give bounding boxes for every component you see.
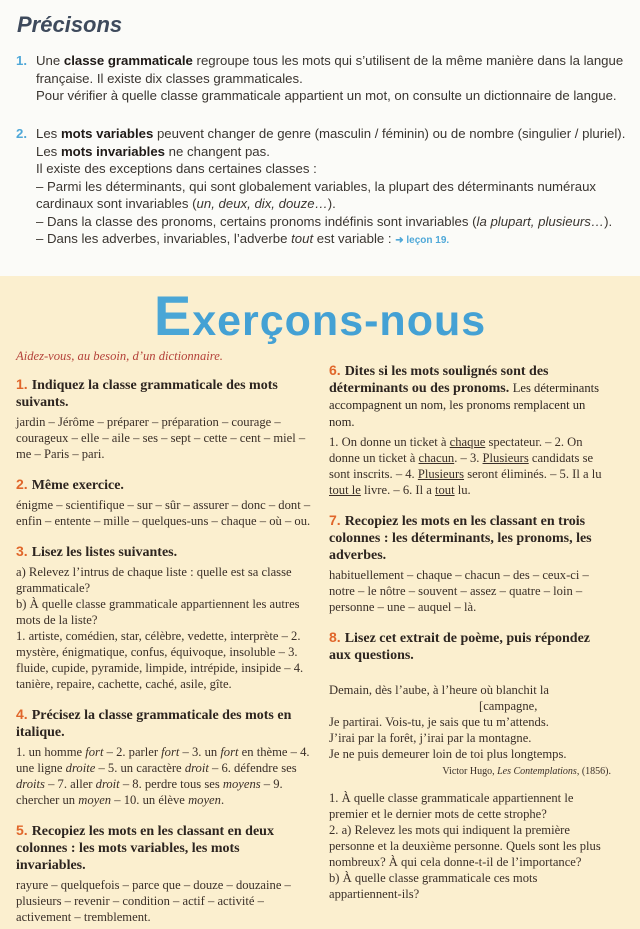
work-title: Les Contemplations bbox=[497, 766, 577, 777]
text: Recopiez les mots en les classant en deux colonnes : les mots variables, les mots invariables. bbox=[16, 824, 274, 873]
text: – Dans les adverbes, invariables, l’adverbe bbox=[36, 231, 292, 246]
text: candidats se sont inscrits. – 4. bbox=[329, 451, 594, 481]
italic-word: droits bbox=[16, 777, 45, 791]
example: tout bbox=[291, 231, 314, 246]
exercise-number: 7. bbox=[329, 512, 341, 528]
point-number: 2. bbox=[16, 126, 27, 141]
title-initial: E bbox=[153, 284, 193, 347]
text: Il existe des exceptions dans certaines classes : bbox=[36, 161, 317, 176]
exercise-3-title bbox=[16, 543, 312, 561]
exercise-number: 8. bbox=[329, 629, 341, 645]
italic-word: fort bbox=[85, 745, 104, 759]
poem-line: J’irai par la forêt, j’irai par la montagne. bbox=[329, 731, 532, 745]
exercise-2-title bbox=[16, 476, 312, 494]
text: ). bbox=[327, 196, 336, 211]
italic-word: moyens bbox=[222, 777, 261, 791]
text: Lisez cet extrait de poème, puis répondez aux questions. bbox=[329, 631, 591, 663]
exercises-right-column bbox=[329, 362, 611, 902]
instruction: Aidez-vous, au besoin, d’un dictionnaire. bbox=[16, 349, 223, 363]
precisons-point-2 bbox=[16, 125, 628, 250]
exercise-number: 5. bbox=[16, 822, 28, 838]
text: Même exercice. bbox=[31, 478, 124, 493]
text: Une bbox=[36, 53, 64, 68]
question-2b: b) À quelle classe grammaticale ces mots appartiennent-ils? bbox=[329, 871, 538, 901]
precisons-point-1 bbox=[16, 52, 628, 105]
year: , (1856). bbox=[576, 766, 611, 777]
italic-word: moyen bbox=[78, 793, 112, 807]
text: – 7. aller bbox=[44, 777, 96, 791]
exercise-8-title bbox=[329, 629, 611, 664]
exercise-number: 2. bbox=[16, 476, 28, 492]
underlined-word: tout bbox=[435, 483, 455, 497]
text: – 6. défendre ses bbox=[208, 761, 297, 775]
text: – 8. perdre tous ses bbox=[119, 777, 223, 791]
exercise-3-b: b) À quelle classe grammaticale appartiennent les autres mots de la liste? bbox=[16, 597, 300, 627]
text: livre. – 6. Il a bbox=[360, 483, 435, 497]
text: lu. bbox=[454, 483, 471, 497]
example: un, deux, dix, douze… bbox=[196, 196, 328, 211]
exercise-number: 1. bbox=[16, 376, 28, 392]
exercise-7-title bbox=[329, 512, 611, 564]
exercise-number: 4. bbox=[16, 706, 28, 722]
text: Précisez la classe grammaticale des mots en italique. bbox=[16, 708, 292, 740]
poem-excerpt bbox=[329, 682, 611, 762]
text: . – 3. bbox=[454, 451, 483, 465]
exercise-5-title bbox=[16, 822, 312, 874]
question-2a: 2. a) Relevez les mots qui indiquent la première personne et la deuxième personne. Quels sont les plus nombreux? À qui cela donne-t-il de l’importance? bbox=[329, 823, 601, 869]
poem-credit bbox=[329, 764, 611, 780]
underlined-word: chacun bbox=[418, 451, 455, 465]
text: – 5. un caractère bbox=[95, 761, 185, 775]
question-1: 1. À quelle classe grammaticale appartiennent le premier et le dernier mots de cette strophe? bbox=[329, 791, 574, 821]
text: – Dans la classe des pronoms, certains pronoms indéfinis sont invariables ( bbox=[36, 213, 477, 229]
section-title-precisons: Précisons bbox=[17, 12, 123, 37]
exercise-6-title bbox=[329, 362, 611, 431]
section-title-exercons bbox=[0, 283, 640, 348]
exercises-left-column bbox=[16, 348, 312, 929]
exercise-3-a: a) Relevez l’intrus de chaque liste : quelle est sa classe grammaticale? bbox=[16, 565, 292, 595]
italic-word: fort bbox=[161, 745, 180, 759]
text: Recopiez les mots en les classant en trois colonnes : les déterminants, les pronoms, les adverbes. bbox=[329, 514, 592, 563]
keyword: classe grammaticale bbox=[63, 53, 193, 68]
text: peuvent changer de genre (masculin / féminin) ou de nombre (singulier / pluriel). Les bbox=[36, 126, 626, 159]
text: Les bbox=[36, 126, 61, 141]
author: Victor Hugo, bbox=[442, 766, 498, 777]
text: ne changent pas. bbox=[165, 143, 270, 159]
text: Indiquez la classe grammaticale des mots suivants. bbox=[16, 378, 278, 410]
exercise-4-body bbox=[16, 744, 312, 808]
point-number: 1. bbox=[16, 53, 27, 68]
exercise-5-body: rayure – quelquefois – parce que – douze – douzaine – plusieurs – revenir – condition – actif – activité – activement – tremblement. bbox=[16, 878, 291, 924]
text: – Parmi les déterminants, qui sont globalement variables, la plupart des déterminants numéraux cardinaux sont invariables ( bbox=[36, 178, 597, 211]
text: – 3. un bbox=[179, 745, 221, 759]
underlined-word: chaque bbox=[449, 435, 486, 449]
text: 1. On donne un ticket à bbox=[329, 435, 450, 449]
underlined-word: Plusieurs bbox=[417, 467, 465, 481]
exercise-7-body: habituellement – chaque – chacun – des – ceux-ci – notre – le nôtre – souvent – assez – quatre – loin – personne – une – auquel – là. bbox=[329, 568, 589, 614]
exercise-1-body: jardin – Jérôme – préparer – préparation – courage – courageux – elle – aile – ses – sept – cette – cent – miel – me – Paris – pari. bbox=[16, 415, 306, 461]
poem-line: [campagne, bbox=[479, 699, 538, 713]
italic-word: fort bbox=[220, 745, 239, 759]
italic-word: moyen bbox=[188, 793, 221, 807]
text: – 10. un élève bbox=[111, 793, 189, 807]
text: regroupe tous les mots qui s’utilisent de la même manière dans la langue française. Il existe dix classes grammaticales. bbox=[36, 53, 624, 86]
text: est variable : bbox=[313, 231, 396, 246]
text: Les déterminants accompagnent un nom, les pronoms remplacent un nom. bbox=[329, 381, 600, 429]
text: ). bbox=[604, 213, 613, 229]
lesson-link[interactable]: ➜ leçon 19. bbox=[395, 235, 450, 246]
text: – 2. parler bbox=[103, 745, 162, 759]
keyword: mots variables bbox=[60, 126, 154, 141]
keyword: mots invariables bbox=[60, 143, 166, 159]
italic-word: droit bbox=[95, 777, 120, 791]
text: Lisez les listes suivantes. bbox=[31, 545, 178, 560]
exercise-number: 6. bbox=[329, 362, 341, 378]
poem-line: Je partirai. Vois-tu, je sais que tu m’attends. bbox=[329, 715, 549, 729]
poem-line: Je ne puis demeurer loin de toi plus longtemps. bbox=[329, 747, 567, 761]
text: en thème – 4. une ligne bbox=[16, 745, 310, 775]
exercise-number: 3. bbox=[16, 543, 28, 559]
italic-word: droite bbox=[65, 761, 96, 775]
text: . bbox=[220, 793, 225, 807]
poem-line: Demain, dès l’aube, à l’heure où blanchit la bbox=[329, 683, 549, 697]
text: – 9. chercher un bbox=[16, 777, 283, 807]
exercise-2-body: énigme – scientifique – sur – sûr – assurer – donc – dont – enfin – entente – mille – quelques-uns – chaque – où – ou. bbox=[16, 498, 311, 528]
text: spectateur. – 2. On donne un ticket à bbox=[329, 435, 583, 465]
italic-word: droit bbox=[184, 761, 209, 775]
text: Dites si les mots soulignés sont des déterminants ou des pronoms. bbox=[329, 364, 549, 396]
text: 1. un homme bbox=[16, 745, 86, 759]
title-rest: xerçons-nous bbox=[192, 297, 487, 345]
text: Pour vérifier à quelle classe grammaticale appartient un mot, on consulte un dictionnaire de langue. bbox=[36, 88, 617, 103]
underlined-word: tout le bbox=[329, 483, 361, 497]
text: seront éliminés. – 5. Il a lu bbox=[464, 467, 602, 481]
exercise-3-list: 1. artiste, comédien, star, célèbre, vedette, interprète – 2. mystère, énigmatique, confus, équivoque, insoluble – 3. fluide, cupide, pyramide, limpide, intrépide, insipide – 4. tanière, repaire, cachette, caché, asile, gîte. bbox=[16, 629, 304, 691]
underlined-word: Plusieurs bbox=[482, 451, 529, 465]
exercise-1-title bbox=[16, 376, 312, 411]
exercise-6-body bbox=[329, 434, 611, 498]
example: la plupart, plusieurs… bbox=[476, 213, 605, 229]
exercise-4-title bbox=[16, 706, 312, 741]
